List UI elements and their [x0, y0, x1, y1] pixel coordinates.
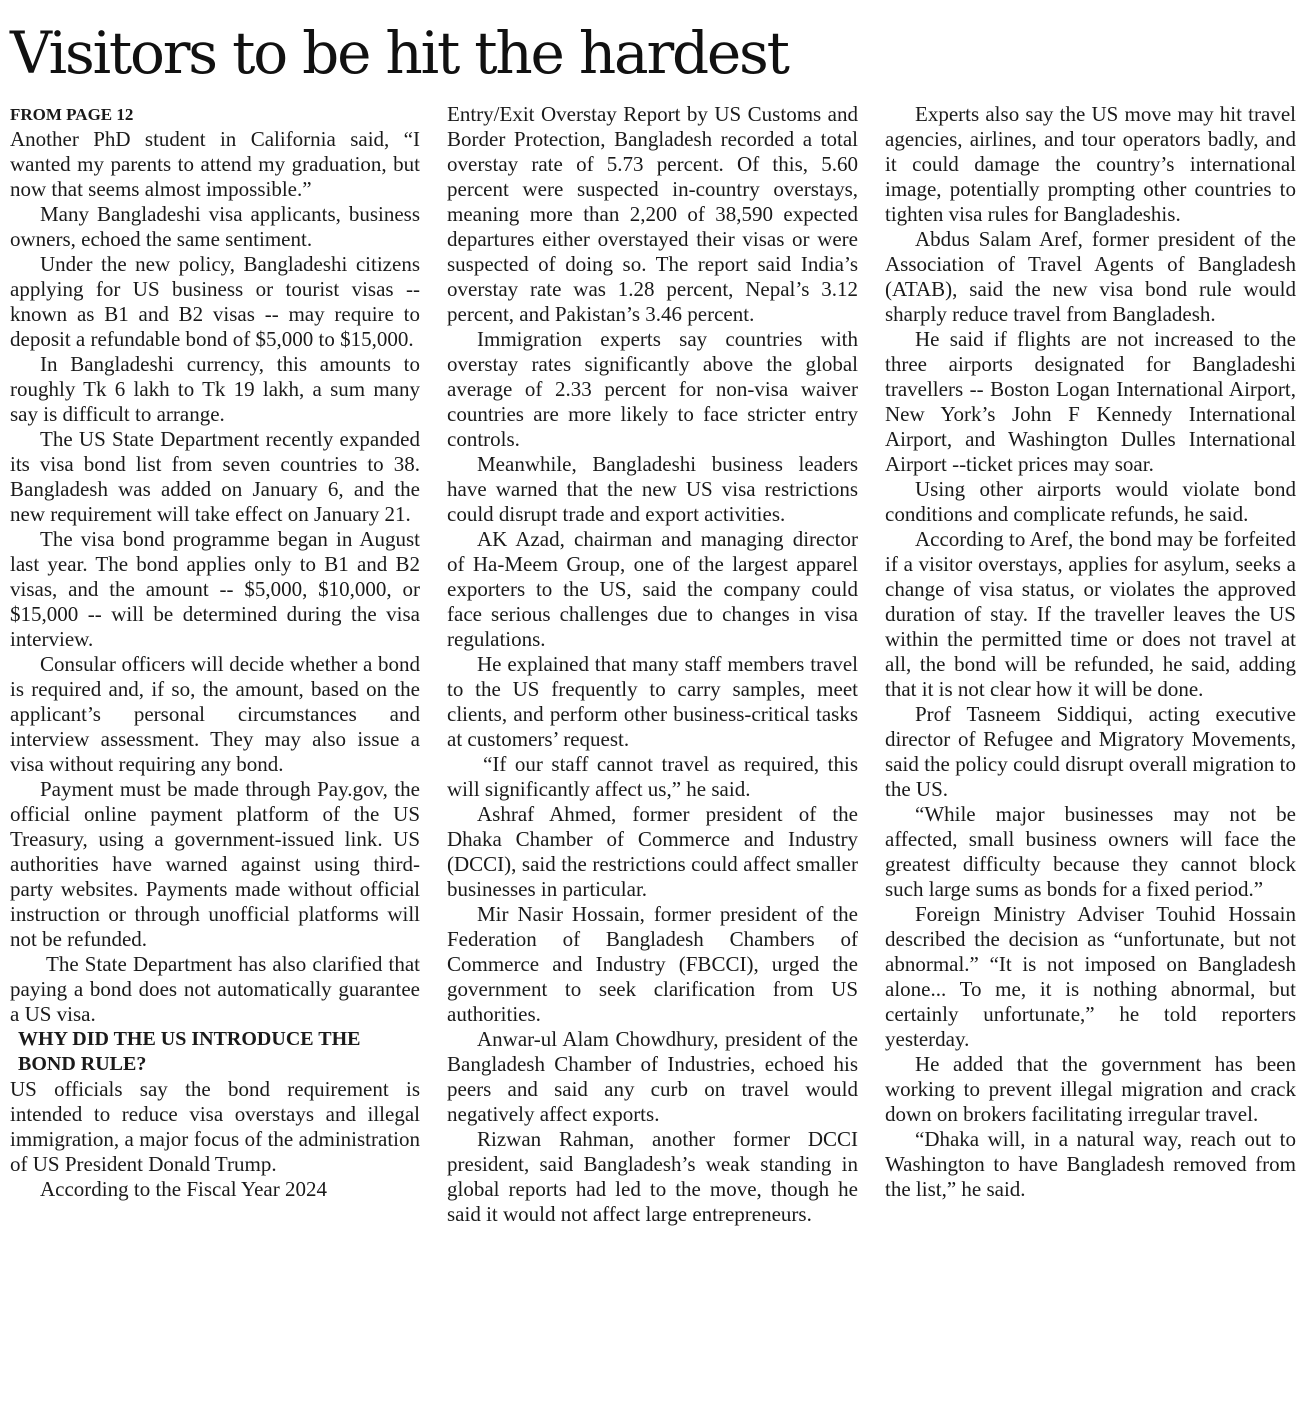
quote-paragraph: “If our staff cannot travel as required, this will significantly affect us,” he said. [447, 752, 858, 801]
paragraph: The US State Department recently expanded its visa bond list from seven countries to 38. Bangladesh was added on January 6, and the new requirement will take effect on January 21. [10, 427, 420, 526]
headline: Visitors to be hit the hardest [10, 19, 788, 87]
paragraph: Rizwan Rahman, another former DCCI president, said Bangladesh’s weak standing in global reports had led to the move, though he said it would not affect large entrepreneurs. [447, 1127, 858, 1226]
paragraph: Prof Tasneem Siddiqui, acting executive director of Refugee and Migratory Movements, said the policy could disrupt overall migration to the US. [885, 702, 1296, 801]
paragraph: Foreign Ministry Adviser Touhid Hossain described the decision as “unfortunate, but not abnormal.” “It is not imposed on Bangladesh alone... To me, it is nothing abnormal, but certainly unfortunate,” he told reporters yesterday. [885, 902, 1296, 1051]
section-subheading: WHY DID THE US INTRODUCE THE BOND RULE? [18, 1028, 361, 1075]
paragraph: Many Bangladeshi visa applicants, business owners, echoed the same sentiment. [10, 202, 420, 251]
paragraph: Payment must be made through Pay.gov, the official online payment platform of the US Treasury, using a government-issued link. US authorities have warned against using third-party websites. Payments made without official instruction or through unofficial platforms will not be refunded. [10, 777, 420, 951]
paragraph: Entry/Exit Overstay Report by US Customs and Border Protection, Bangladesh recorded a total overstay rate of 5.73 percent. Of this, 5.60 percent were suspected in-country overstays, meaning more than 2,200 of 38,590 expected departures either overstayed their visas or were suspected of doing so. The report said India’s overstay rate was 1.28 percent, Nepal’s 3.12 percent, and Pakistan’s 3.46 percent. [447, 102, 858, 326]
paragraph: He said if flights are not increased to the three airports designated for Bangladeshi travellers -- Boston Logan International Airport, New York’s John F Kennedy International Airport, and Washington Dulles International Airport --ticket prices may soar. [885, 327, 1296, 476]
paragraph: US officials say the bond requirement is intended to reduce visa overstays and illegal immigration, a major focus of the administration of US President Donald Trump. [10, 1077, 420, 1176]
quote-paragraph: “While major businesses may not be affected, small business owners will face the greatest difficulty because they cannot block such large sums as bonds for a fixed period.” [885, 802, 1296, 901]
paragraph: The State Department has also clarified that paying a bond does not automatically guarantee a US visa. [10, 952, 420, 1026]
paragraph: AK Azad, chairman and managing director of Ha-Meem Group, one of the largest apparel exporters to the US, said the company could face serious challenges due to changes in visa regulations. [447, 527, 858, 651]
continued-from-label: FROM PAGE 12 [10, 105, 134, 124]
paragraph: Abdus Salam Aref, former president of the Association of Travel Agents of Bangladesh (ATAB), said the new visa bond rule would sharply reduce travel from Bangladesh. [885, 227, 1296, 326]
quote-paragraph: “Dhaka will, in a natural way, reach out to Washington to have Bangladesh removed from the list,” he said. [885, 1127, 1296, 1201]
paragraph: Ashraf Ahmed, former president of the Dhaka Chamber of Commerce and Industry (DCCI), said the restrictions could affect smaller businesses in particular. [447, 802, 858, 901]
paragraph: Experts also say the US move may hit travel agencies, airlines, and tour operators badly, and it could damage the country’s international image, potentially prompting other countries to tighten visa rules for Bangladeshis. [885, 102, 1296, 226]
paragraph: Using other airports would violate bond conditions and complicate refunds, he said. [885, 477, 1296, 526]
paragraph: Consular officers will decide whether a bond is required and, if so, the amount, based on the applicant’s personal circumstances and interview assessment. They may also issue a visa without requiring any bond. [10, 652, 420, 776]
article-column-1 [10, 102, 420, 1202]
paragraph: Anwar-ul Alam Chowdhury, president of the Bangladesh Chamber of Industries, echoed his peers and said any curb on travel would negatively affect exports. [447, 1027, 858, 1126]
paragraph: Immigration experts say countries with overstay rates significantly above the global average of 2.33 percent for non-visa waiver countries are more likely to face stricter entry controls. [447, 327, 858, 451]
paragraph: Mir Nasir Hossain, former president of the Federation of Bangladesh Chambers of Commerce and Industry (FBCCI), urged the government to seek clarification from US authorities. [447, 902, 858, 1026]
paragraph: He explained that many staff members travel to the US frequently to carry samples, meet clients, and perform other business-critical tasks at customers’ request. [447, 652, 858, 751]
article-column-3 [885, 102, 1296, 1202]
paragraph: Under the new policy, Bangladeshi citizens applying for US business or tourist visas -- known as B1 and B2 visas -- may require to deposit a refundable bond of $5,000 to $15,000. [10, 252, 420, 351]
article-column-2 [447, 102, 858, 1227]
paragraph: According to Aref, the bond may be forfeited if a visitor overstays, applies for asylum, seeks a change of visa status, or violates the approved duration of stay. If the traveller leaves the US within the permitted time or does not travel at all, the bond will be refunded, he said, adding that it is not clear how it will be done. [885, 527, 1296, 701]
paragraph: The visa bond programme began in August last year. The bond applies only to B1 and B2 visas, and the amount -- $5,000, $10,000, or $15,000 -- will be determined during the visa interview. [10, 527, 420, 651]
paragraph: Meanwhile, Bangladeshi business leaders have warned that the new US visa restrictions could disrupt trade and export activities. [447, 452, 858, 526]
paragraph: In Bangladeshi currency, this amounts to roughly Tk 6 lakh to Tk 19 lakh, a sum many say is difficult to arrange. [10, 352, 420, 426]
paragraph: According to the Fiscal Year 2024 [40, 1177, 327, 1201]
paragraph: Another PhD student in California said, “I wanted my parents to attend my graduation, but now that seems almost impossible.” [10, 127, 420, 201]
paragraph: He added that the government has been working to prevent illegal migration and crack down on brokers facilitating irregular travel. [885, 1052, 1296, 1126]
